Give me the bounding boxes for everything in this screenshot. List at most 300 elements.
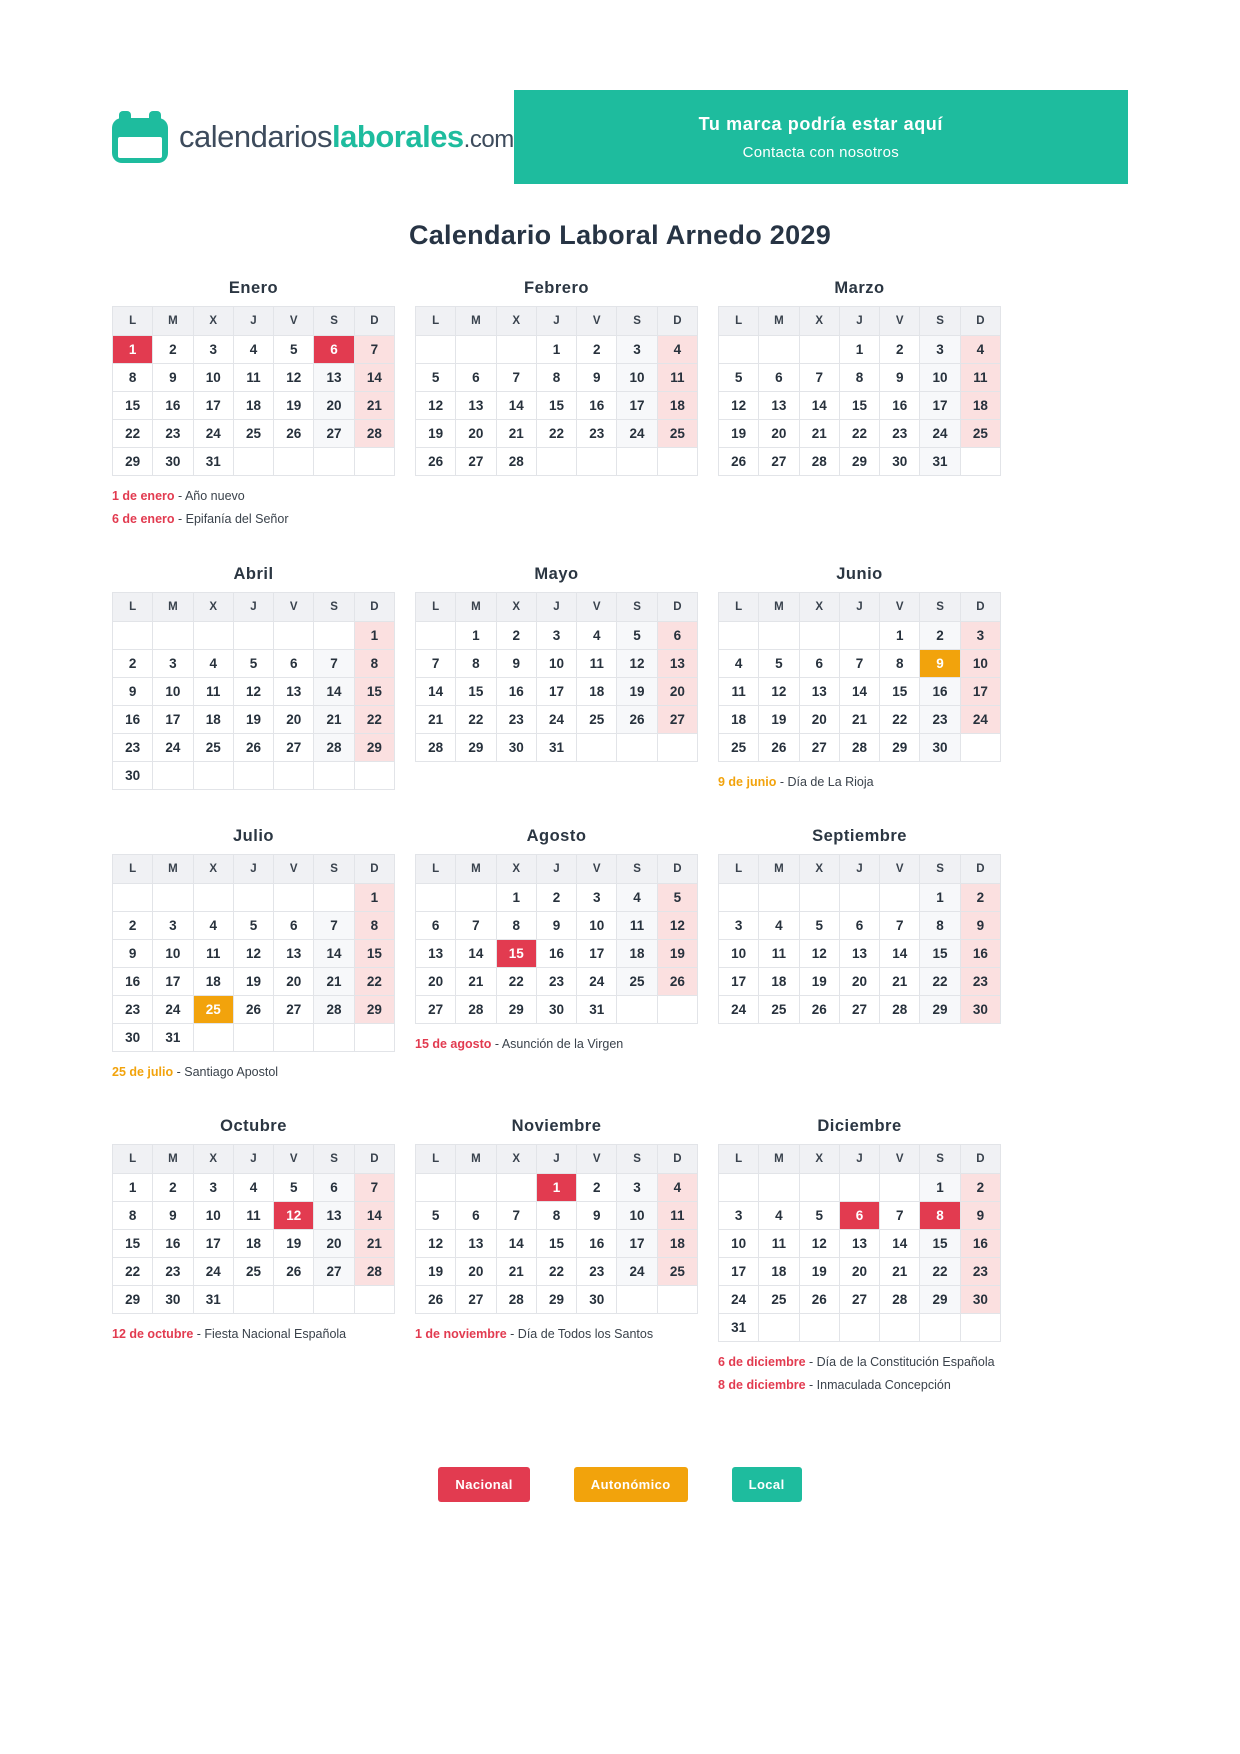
- empty-day-cell: [274, 883, 314, 911]
- day-cell-octubre-15: 15: [113, 1230, 153, 1258]
- empty-day-cell: [233, 1023, 273, 1051]
- holiday-note-date: 12 de octubre: [112, 1327, 194, 1341]
- empty-day-cell: [496, 1174, 536, 1202]
- day-cell-mayo-18: 18: [577, 677, 617, 705]
- day-cell-septiembre-20: 20: [839, 967, 879, 995]
- holiday-note-date: 9 de junio: [718, 774, 777, 789]
- day-cell-septiembre-17: 17: [719, 967, 759, 995]
- day-cell-julio-27: 27: [274, 995, 314, 1023]
- day-cell-abril-26: 26: [233, 733, 273, 761]
- calendar-table-noviembre: [415, 1144, 698, 1314]
- day-cell-mayo-10: 10: [536, 649, 576, 677]
- weekday-header-octubre-j: J: [233, 1145, 273, 1174]
- month-title-junio: Junio: [836, 564, 883, 583]
- empty-day-cell: [314, 1286, 354, 1314]
- empty-day-cell: [799, 621, 839, 649]
- day-cell-agosto-7: 7: [456, 911, 496, 939]
- day-cell-agosto-9: 9: [536, 911, 576, 939]
- month-febrero: [415, 279, 698, 535]
- day-cell-febrero-3: 3: [617, 336, 657, 364]
- day-cell-febrero-8: 8: [536, 364, 576, 392]
- month-title-marzo: Marzo: [834, 279, 885, 297]
- day-cell-noviembre-28: 28: [496, 1286, 536, 1314]
- day-cell-septiembre-14: 14: [880, 939, 920, 967]
- day-cell-julio-11: 11: [193, 939, 233, 967]
- day-cell-julio-29: 29: [354, 995, 394, 1023]
- day-cell-julio-28: 28: [314, 995, 354, 1023]
- weekday-header-noviembre-j: J: [536, 1145, 576, 1174]
- day-cell-junio-30: 30: [920, 733, 960, 761]
- day-cell-junio-13: 13: [799, 677, 839, 705]
- weekday-header-enero-x: X: [193, 307, 233, 336]
- holiday-note-date: 6 de diciembre: [718, 1355, 806, 1369]
- day-cell-septiembre-27: 27: [839, 995, 879, 1023]
- day-cell-noviembre-10: 10: [617, 1202, 657, 1230]
- weekday-header-abril-j: J: [233, 592, 273, 621]
- holiday-note-desc: - Asunción de la Virgen: [491, 1036, 624, 1051]
- weekday-header-julio-v: V: [274, 854, 314, 883]
- day-cell-marzo-3: 3: [920, 336, 960, 364]
- day-cell-abril-16: 16: [113, 705, 153, 733]
- weekday-header-septiembre-m: M: [759, 854, 799, 883]
- day-cell-enero-11: 11: [233, 364, 273, 392]
- holiday-notes-agosto: [415, 1036, 698, 1052]
- calendar-table-diciembre: [718, 1144, 1001, 1342]
- day-cell-mayo-24: 24: [536, 705, 576, 733]
- day-cell-marzo-8: 8: [839, 364, 879, 392]
- day-cell-octubre-29: 29: [113, 1286, 153, 1314]
- day-cell-enero-25: 25: [233, 420, 273, 448]
- weekday-header-enero-j: J: [233, 307, 273, 336]
- day-cell-noviembre-26: 26: [416, 1286, 456, 1314]
- day-cell-junio-12: 12: [759, 677, 799, 705]
- day-cell-julio-19: 19: [233, 967, 273, 995]
- day-cell-diciembre-29: 29: [920, 1286, 960, 1314]
- weekday-header-julio-m: M: [153, 854, 193, 883]
- day-cell-octubre-3: 3: [193, 1174, 233, 1202]
- day-cell-abril-25: 25: [193, 733, 233, 761]
- day-cell-junio-21: 21: [839, 705, 879, 733]
- empty-day-cell: [960, 448, 1000, 476]
- day-cell-mayo-22: 22: [456, 705, 496, 733]
- day-cell-diciembre-11: 11: [759, 1230, 799, 1258]
- day-cell-octubre-22: 22: [113, 1258, 153, 1286]
- weekday-header-marzo-x: X: [799, 307, 839, 336]
- day-cell-julio-23: 23: [113, 995, 153, 1023]
- day-cell-agosto-10: 10: [577, 911, 617, 939]
- weekday-header-septiembre-j: J: [839, 854, 879, 883]
- day-cell-enero-19: 19: [274, 392, 314, 420]
- day-cell-octubre-14: 14: [354, 1202, 394, 1230]
- day-cell-junio-3: 3: [960, 621, 1000, 649]
- holiday-notes-noviembre: [415, 1326, 698, 1342]
- weekday-header-julio-s: S: [314, 854, 354, 883]
- day-cell-febrero-12: 12: [416, 392, 456, 420]
- day-cell-agosto-1: 1: [496, 883, 536, 911]
- weekday-header-enero-s: S: [314, 307, 354, 336]
- empty-day-cell: [839, 621, 879, 649]
- weekday-header-agosto-m: M: [456, 854, 496, 883]
- day-cell-febrero-1: 1: [536, 336, 576, 364]
- empty-day-cell: [153, 621, 193, 649]
- weekday-header-octubre-l: L: [113, 1145, 153, 1174]
- day-cell-diciembre-7: 7: [880, 1202, 920, 1230]
- weekday-header-junio-d: D: [960, 592, 1000, 621]
- day-cell-mayo-8: 8: [456, 649, 496, 677]
- weekday-header-enero-v: V: [274, 307, 314, 336]
- weekday-header-mayo-d: D: [657, 592, 697, 621]
- day-cell-marzo-23: 23: [880, 420, 920, 448]
- day-cell-mayo-1: 1: [456, 621, 496, 649]
- holiday-note-date: 25 de julio: [112, 1064, 174, 1079]
- calendar-table-agosto: [415, 854, 698, 1024]
- month-abril: [112, 565, 395, 797]
- day-cell-julio-9: 9: [113, 939, 153, 967]
- month-title-mayo: Mayo: [534, 564, 579, 583]
- day-cell-marzo-9: 9: [880, 364, 920, 392]
- day-cell-agosto-31: 31: [577, 995, 617, 1023]
- day-cell-agosto-11: 11: [617, 911, 657, 939]
- day-cell-enero-20: 20: [314, 392, 354, 420]
- day-cell-agosto-6: 6: [416, 911, 456, 939]
- day-cell-mayo-25: 25: [577, 705, 617, 733]
- holiday-note: [415, 1326, 698, 1342]
- legend-button-autonomico[interactable]: Autonómico: [574, 1467, 688, 1502]
- empty-day-cell: [496, 336, 536, 364]
- day-cell-noviembre-24: 24: [617, 1258, 657, 1286]
- day-cell-septiembre-9: 9: [960, 911, 1000, 939]
- weekday-header-marzo-v: V: [880, 307, 920, 336]
- weekday-header-noviembre-s: S: [617, 1145, 657, 1174]
- day-cell-agosto-25: 25: [617, 967, 657, 995]
- day-cell-febrero-16: 16: [577, 392, 617, 420]
- empty-day-cell: [416, 336, 456, 364]
- banner-contact-link[interactable]: Contacta con nosotros: [742, 143, 900, 161]
- day-cell-julio-10: 10: [153, 939, 193, 967]
- day-cell-mayo-28: 28: [416, 733, 456, 761]
- day-cell-marzo-6: 6: [759, 364, 799, 392]
- day-cell-noviembre-20: 20: [456, 1258, 496, 1286]
- day-cell-julio-7: 7: [314, 911, 354, 939]
- weekday-header-septiembre-v: V: [880, 854, 920, 883]
- day-cell-marzo-26: 26: [719, 448, 759, 476]
- logo-text-suffix: .com: [463, 126, 514, 153]
- day-cell-marzo-5: 5: [719, 364, 759, 392]
- weekday-header-abril-d: D: [354, 592, 394, 621]
- day-cell-octubre-19: 19: [274, 1230, 314, 1258]
- day-cell-octubre-23: 23: [153, 1258, 193, 1286]
- day-cell-diciembre-5: 5: [799, 1202, 839, 1230]
- month-title-julio: Julio: [232, 826, 274, 845]
- day-cell-enero-12: 12: [274, 364, 314, 392]
- weekday-header-febrero-l: L: [416, 307, 456, 336]
- day-cell-agosto-16: 16: [536, 939, 576, 967]
- day-cell-julio-4: 4: [193, 911, 233, 939]
- day-cell-agosto-12: 12: [657, 911, 697, 939]
- empty-day-cell: [233, 621, 273, 649]
- empty-day-cell: [456, 883, 496, 911]
- day-cell-febrero-26: 26: [416, 448, 456, 476]
- logo-text: [179, 119, 514, 155]
- weekday-header-octubre-x: X: [193, 1145, 233, 1174]
- day-cell-agosto-20: 20: [416, 967, 456, 995]
- day-cell-julio-13: 13: [274, 939, 314, 967]
- empty-day-cell: [233, 883, 273, 911]
- day-cell-febrero-22: 22: [536, 420, 576, 448]
- day-cell-octubre-16: 16: [153, 1230, 193, 1258]
- empty-day-cell: [719, 336, 759, 364]
- day-cell-agosto-29: 29: [496, 995, 536, 1023]
- day-cell-septiembre-24: 24: [719, 995, 759, 1023]
- day-cell-julio-25: 25: [193, 995, 233, 1023]
- day-cell-mayo-19: 19: [617, 677, 657, 705]
- day-cell-mayo-12: 12: [617, 649, 657, 677]
- empty-day-cell: [416, 1174, 456, 1202]
- day-cell-agosto-5: 5: [657, 883, 697, 911]
- day-cell-marzo-11: 11: [960, 364, 1000, 392]
- day-cell-marzo-10: 10: [920, 364, 960, 392]
- empty-day-cell: [274, 621, 314, 649]
- day-cell-diciembre-8: 8: [920, 1202, 960, 1230]
- calendar-table-octubre: [112, 1144, 395, 1314]
- day-cell-septiembre-29: 29: [920, 995, 960, 1023]
- weekday-header-agosto-j: J: [536, 854, 576, 883]
- holiday-note-desc: - Fiesta Nacional Española: [193, 1327, 347, 1341]
- month-agosto: [415, 827, 698, 1087]
- day-cell-enero-2: 2: [153, 336, 193, 364]
- empty-day-cell: [759, 1174, 799, 1202]
- day-cell-abril-12: 12: [233, 677, 273, 705]
- empty-day-cell: [354, 1286, 394, 1314]
- weekday-header-junio-v: V: [880, 592, 920, 621]
- day-cell-noviembre-3: 3: [617, 1174, 657, 1202]
- day-cell-septiembre-2: 2: [960, 883, 1000, 911]
- calendar-table-mayo: [415, 592, 698, 762]
- site-logo[interactable]: [112, 111, 514, 163]
- page-title: Calendario Laboral Arnedo 2029: [408, 220, 832, 250]
- day-cell-julio-20: 20: [274, 967, 314, 995]
- month-noviembre: [415, 1117, 698, 1401]
- calendar-logo-icon: [112, 111, 168, 163]
- day-cell-septiembre-3: 3: [719, 911, 759, 939]
- day-cell-junio-7: 7: [839, 649, 879, 677]
- empty-day-cell: [759, 336, 799, 364]
- day-cell-abril-29: 29: [354, 733, 394, 761]
- empty-day-cell: [719, 621, 759, 649]
- empty-day-cell: [153, 883, 193, 911]
- day-cell-enero-17: 17: [193, 392, 233, 420]
- day-cell-octubre-9: 9: [153, 1202, 193, 1230]
- day-cell-enero-26: 26: [274, 420, 314, 448]
- day-cell-septiembre-19: 19: [799, 967, 839, 995]
- day-cell-marzo-31: 31: [920, 448, 960, 476]
- holiday-note: [718, 1377, 1001, 1393]
- day-cell-abril-14: 14: [314, 677, 354, 705]
- day-cell-agosto-8: 8: [496, 911, 536, 939]
- day-cell-junio-6: 6: [799, 649, 839, 677]
- day-cell-noviembre-18: 18: [657, 1230, 697, 1258]
- empty-day-cell: [617, 448, 657, 476]
- empty-day-cell: [657, 448, 697, 476]
- month-julio: [112, 827, 395, 1087]
- weekday-header-noviembre-d: D: [657, 1145, 697, 1174]
- day-cell-diciembre-21: 21: [880, 1258, 920, 1286]
- day-cell-septiembre-7: 7: [880, 911, 920, 939]
- day-cell-noviembre-1: 1: [536, 1174, 576, 1202]
- day-cell-agosto-28: 28: [456, 995, 496, 1023]
- empty-day-cell: [617, 995, 657, 1023]
- empty-day-cell: [233, 761, 273, 789]
- weekday-header-abril-s: S: [314, 592, 354, 621]
- empty-day-cell: [839, 1314, 879, 1342]
- day-cell-octubre-28: 28: [354, 1258, 394, 1286]
- month-title-octubre: Octubre: [220, 1117, 287, 1135]
- month-diciembre: [718, 1117, 1001, 1401]
- empty-day-cell: [314, 448, 354, 476]
- day-cell-junio-10: 10: [960, 649, 1000, 677]
- day-cell-diciembre-26: 26: [799, 1286, 839, 1314]
- day-cell-mayo-31: 31: [536, 733, 576, 761]
- day-cell-noviembre-5: 5: [416, 1202, 456, 1230]
- day-cell-junio-16: 16: [920, 677, 960, 705]
- day-cell-mayo-23: 23: [496, 705, 536, 733]
- empty-day-cell: [577, 733, 617, 761]
- day-cell-febrero-25: 25: [657, 420, 697, 448]
- day-cell-agosto-21: 21: [456, 967, 496, 995]
- day-cell-enero-21: 21: [354, 392, 394, 420]
- day-cell-mayo-21: 21: [416, 705, 456, 733]
- day-cell-abril-9: 9: [113, 677, 153, 705]
- day-cell-mayo-15: 15: [456, 677, 496, 705]
- day-cell-septiembre-11: 11: [759, 939, 799, 967]
- day-cell-enero-23: 23: [153, 420, 193, 448]
- day-cell-septiembre-1: 1: [920, 883, 960, 911]
- day-cell-diciembre-6: 6: [839, 1202, 879, 1230]
- day-cell-septiembre-6: 6: [839, 911, 879, 939]
- weekday-header-marzo-j: J: [839, 307, 879, 336]
- empty-day-cell: [960, 733, 1000, 761]
- day-cell-octubre-11: 11: [233, 1202, 273, 1230]
- holiday-note-desc: - Santiago Apostol: [173, 1064, 279, 1079]
- day-cell-septiembre-4: 4: [759, 911, 799, 939]
- calendar-table-abril: [112, 592, 395, 790]
- day-cell-julio-5: 5: [233, 911, 273, 939]
- weekday-header-mayo-v: V: [577, 592, 617, 621]
- empty-day-cell: [759, 621, 799, 649]
- day-cell-diciembre-4: 4: [759, 1202, 799, 1230]
- weekday-header-febrero-d: D: [657, 307, 697, 336]
- empty-day-cell: [193, 621, 233, 649]
- day-cell-octubre-31: 31: [193, 1286, 233, 1314]
- weekday-header-diciembre-l: L: [719, 1145, 759, 1174]
- day-cell-mayo-26: 26: [617, 705, 657, 733]
- legend-button-nacional[interactable]: Nacional: [438, 1467, 529, 1502]
- day-cell-febrero-28: 28: [496, 448, 536, 476]
- holiday-note-desc: - Día de la Constitución Española: [805, 1355, 995, 1369]
- day-cell-agosto-3: 3: [577, 883, 617, 911]
- empty-day-cell: [354, 761, 394, 789]
- empty-day-cell: [799, 883, 839, 911]
- day-cell-abril-10: 10: [153, 677, 193, 705]
- weekday-header-junio-m: M: [759, 592, 799, 621]
- day-cell-diciembre-20: 20: [839, 1258, 879, 1286]
- day-cell-abril-13: 13: [274, 677, 314, 705]
- day-cell-octubre-25: 25: [233, 1258, 273, 1286]
- day-cell-noviembre-13: 13: [456, 1230, 496, 1258]
- day-cell-octubre-27: 27: [314, 1258, 354, 1286]
- day-cell-noviembre-29: 29: [536, 1286, 576, 1314]
- day-cell-junio-20: 20: [799, 705, 839, 733]
- day-cell-enero-8: 8: [113, 364, 153, 392]
- day-cell-agosto-18: 18: [617, 939, 657, 967]
- day-cell-julio-8: 8: [354, 911, 394, 939]
- empty-day-cell: [839, 883, 879, 911]
- day-cell-septiembre-15: 15: [920, 939, 960, 967]
- empty-day-cell: [719, 1174, 759, 1202]
- empty-day-cell: [354, 1023, 394, 1051]
- holiday-note: [415, 1036, 698, 1052]
- weekday-header-diciembre-d: D: [960, 1145, 1000, 1174]
- day-cell-enero-29: 29: [113, 448, 153, 476]
- weekday-header-marzo-l: L: [719, 307, 759, 336]
- day-cell-abril-11: 11: [193, 677, 233, 705]
- day-cell-abril-17: 17: [153, 705, 193, 733]
- weekday-header-agosto-d: D: [657, 854, 697, 883]
- day-cell-febrero-4: 4: [657, 336, 697, 364]
- day-cell-diciembre-10: 10: [719, 1230, 759, 1258]
- day-cell-agosto-24: 24: [577, 967, 617, 995]
- month-title-agosto: Agosto: [526, 826, 587, 845]
- weekday-header-diciembre-s: S: [920, 1145, 960, 1174]
- day-cell-junio-11: 11: [719, 677, 759, 705]
- day-cell-octubre-30: 30: [153, 1286, 193, 1314]
- empty-day-cell: [880, 1314, 920, 1342]
- weekday-header-junio-x: X: [799, 592, 839, 621]
- day-cell-octubre-7: 7: [354, 1174, 394, 1202]
- month-junio: [718, 565, 1001, 797]
- day-cell-julio-18: 18: [193, 967, 233, 995]
- day-cell-abril-8: 8: [354, 649, 394, 677]
- empty-day-cell: [233, 1286, 273, 1314]
- calendar-table-junio: [718, 592, 1001, 762]
- logo-text-regular: calendarios: [179, 119, 333, 154]
- day-cell-diciembre-2: 2: [960, 1174, 1000, 1202]
- day-cell-julio-3: 3: [153, 911, 193, 939]
- day-cell-abril-6: 6: [274, 649, 314, 677]
- day-cell-agosto-22: 22: [496, 967, 536, 995]
- weekday-header-diciembre-x: X: [799, 1145, 839, 1174]
- day-cell-abril-28: 28: [314, 733, 354, 761]
- day-cell-julio-30: 30: [113, 1023, 153, 1051]
- day-cell-abril-23: 23: [113, 733, 153, 761]
- day-cell-abril-4: 4: [193, 649, 233, 677]
- day-cell-abril-2: 2: [113, 649, 153, 677]
- legend-button-local[interactable]: Local: [732, 1467, 802, 1502]
- day-cell-noviembre-9: 9: [577, 1202, 617, 1230]
- empty-day-cell: [416, 883, 456, 911]
- day-cell-junio-17: 17: [960, 677, 1000, 705]
- day-cell-noviembre-17: 17: [617, 1230, 657, 1258]
- day-cell-junio-2: 2: [920, 621, 960, 649]
- day-cell-enero-27: 27: [314, 420, 354, 448]
- day-cell-agosto-14: 14: [456, 939, 496, 967]
- day-cell-septiembre-25: 25: [759, 995, 799, 1023]
- months-grid: [112, 279, 1128, 1401]
- day-cell-abril-21: 21: [314, 705, 354, 733]
- empty-day-cell: [314, 621, 354, 649]
- empty-day-cell: [617, 733, 657, 761]
- ad-banner[interactable]: [514, 90, 1128, 184]
